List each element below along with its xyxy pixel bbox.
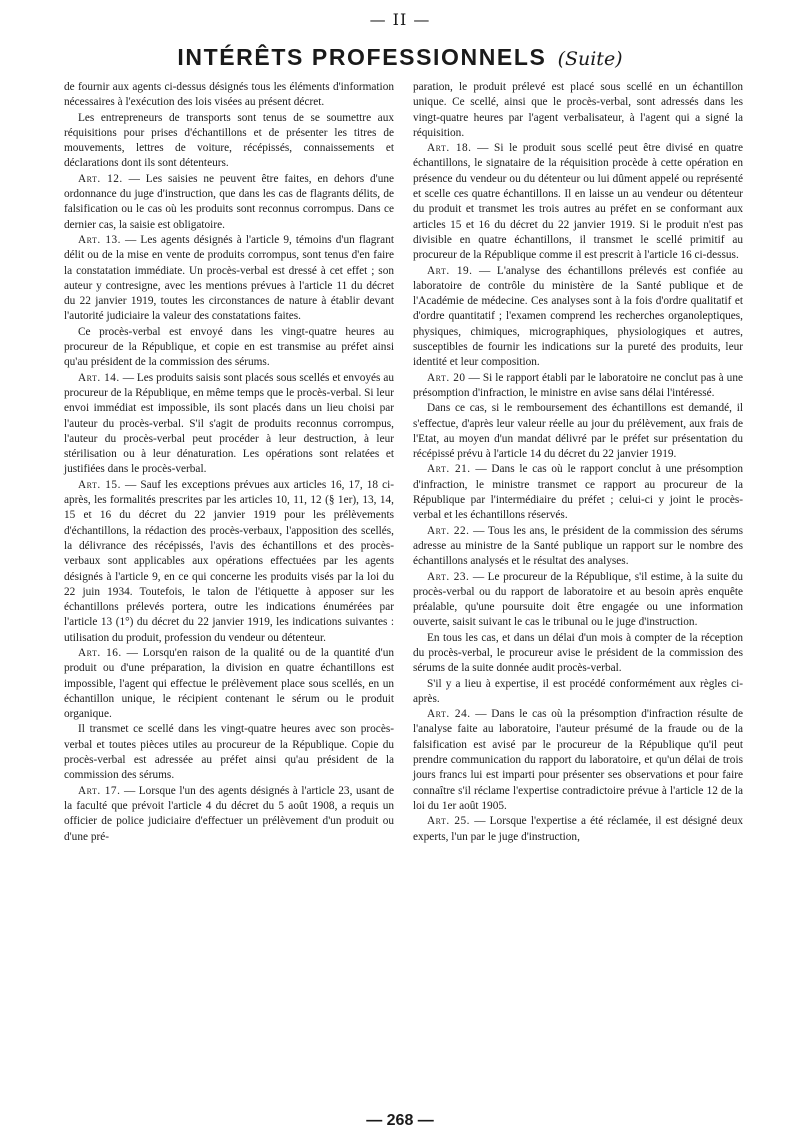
paragraph [413, 462, 743, 523]
paragraph-text: — Les produits saisis sont placés sous scellés et envoyés au procureur de la République, en même temps que le procès-verbal. Si leur envoi immédiat est impossible, ils sont placés dans un lieu choisi par l'auteur du procès-verbal. S'il s'agit de produits reconnus corrompus, l'auteur du procès-verbal peut procéder à leur destruction, à leur stérilisation ou à leur dénaturation. Les opérations sont relatées et justifiées dans le procès-verbal. [64, 371, 395, 476]
paragraph [413, 631, 743, 677]
paragraph-text: — Si le produit sous scellé peut être divisé en quatre échantillons, le signataire de la réquisition procède à cette opération en présence du vendeur ou du détenteur ou lui dûment appelé ou représenté et scelle ces quatre échantillons. Il en laisse un au vendeur ou détenteur du produit et transmet les trois autres au préfet en se conformant aux articles 15 et 16 du décret du 22 janvier 1919. Si le produit n'est pas divisible en quatre échantillons, il transmet le scellé primitif au procureur de la République comme il est prescrit à l'article 16 ci-dessus. [413, 142, 744, 262]
paragraph [64, 111, 394, 172]
paragraph-text: Les entrepreneurs de transports sont tenus de se soumettre aux réquisitions pour prises d'échantillons et de présenter les titres de mouvements, lettres de voiture, récépissés, connaissements et déclarations dont ils sont détenteurs. [64, 111, 394, 170]
paragraph-text: — Les saisies ne peuvent être faites, en dehors d'une ordonnance du juge d'instruction, que dans les cas de flagrants délits, de falsification ou le cas où les produits sont reconnus corrompus. Dans ce dernier cas, la saisie est obligatoire. [64, 172, 395, 231]
paragraph [64, 325, 394, 371]
paragraph-text: — Les agents désignés à l'article 9, témoins d'un flagrant délit ou de la mise en vente de produits corrompus, sont tenus d'en faire la constatation immédiate. Un procès-verbal est dressé à cet effet ; son auteur y contresigne, avec les mentions prévues à l'article 11 du décret du 22 janvier 1919, toutes les circonstances de nature à établir devant l'autorité judiciaire la valeur des constatations faites. [64, 233, 394, 323]
section-marker: — II — [369, 10, 431, 29]
paragraph-text: — Tous les ans, le président de la commission des sérums adresse au ministre de la Santé publique un rapport sur le nombre des échantillons analysés et le résultat des analyses. [413, 524, 744, 568]
paragraph [413, 141, 743, 263]
article-number: Art. 16. [78, 646, 122, 659]
paragraph [413, 371, 743, 402]
article-number: Art. 21. [427, 463, 471, 476]
paragraph [413, 264, 743, 371]
paragraph [64, 646, 394, 722]
paragraph-text: — Si le rapport établi par le laboratoire ne conclut pas à une présomption d'infraction, le ministre en avise sans délai l'intéressé. [413, 371, 743, 399]
paragraph-text: — Dans le cas où la présomption d'infraction résulte de l'analyse faite au laboratoire, l'auteur présumé de la fraude ou de la falsification est avisé par le procureur de la République qu'il peut prendre communication du rapport du laboratoire, et qu'un délai de trois jours francs lui est imparti pour présenter ses observations et pour faire connaître s'il réclame l'expertise contradictoire prévue à l'article 12 de la loi du 1er août 1905. [413, 708, 744, 812]
paragraph-text: Il transmet ce scellé dans les vingt-quatre heures avec son procès-verbal et toutes pièces utiles au procureur de la République. Copie du procès-verbal est adressée au préfet ainsi qu'au président de la commission des sérums. [64, 723, 394, 782]
paragraph [413, 80, 743, 141]
paragraph [413, 570, 743, 631]
paragraph-text: — Le procureur de la République, s'il estime, à la suite du procès-verbal ou du rapport de laboratoire et au besoin après enquête préalable, qu'une poursuite doit être engagée ou une information ouverte, saisit suivant le cas le tribunal ou le juge d'instruction. [413, 570, 744, 629]
paragraph [64, 80, 394, 111]
paragraph-text: Ce procès-verbal est envoyé dans les vingt-quatre heures au procureur de la République, et copie en est transmise au préfet ainsi qu'au président de la commission des sérums. [64, 325, 394, 369]
article-number: Art. 17. [78, 784, 121, 797]
paragraph-text: de fournir aux agents ci-dessus désignés tous les éléments d'information nécessaires à l'exécution des lois visées au présent décret. [64, 81, 394, 109]
article-number: Art. 25. [427, 815, 471, 828]
article-number: Art. 18. [427, 142, 472, 155]
paragraph-text: — Sauf les exceptions prévues aux articles 16, 17, 18 ci-après, les formalités prescrites par les articles 10, 11, 12 (§ 1er), 13, 14, 15 et 16 du décret du 22 janvier 1919 pour les prélèvements d'échantillons, la rédaction des procès-verbaux, l'apposition des scellés, la délivrance des récépissés, l'avis des échantillons et des procès-verbaux sont applicables aux opérations effectuées par les agents désignés à l'article 9, en ce qui concerne les produits visés par la loi du 22 juin 1934. Toutefois, le talon de l'étiquette à apposer sur les échantillons prélevés portera, outre les indications énumérées par l'article 13 (1°) du décret du 22 janvier 1919, les indications suivantes : utilisation du produit, profession du vendeur ou détenteur. [64, 478, 395, 644]
paragraph-text: — Lorsque l'un des agents désignés à l'article 23, usant de la faculté que prévoit l'article 4 du décret du 5 août 1908, a requis un officier de police judiciaire d'effectuer un prélèvement d'un produit ou d'une pré- [64, 784, 395, 843]
article-number: Art. 20 [427, 371, 466, 384]
page-title: INTÉRÊTS PROFESSIONNELS [177, 44, 547, 70]
paragraph [64, 172, 394, 233]
article-number: Art. 13. [78, 233, 121, 246]
left-column [64, 80, 394, 845]
right-column [413, 80, 743, 845]
paragraph-text: — Dans le cas où le rapport conclut à une présomption d'infraction, le ministre transmet ce rapport au procureur de la République par l'intermédiaire du préfet ; celui-ci y joint le procès-verbal et les échantillons réservés. [413, 463, 743, 522]
paragraph [413, 401, 743, 462]
paragraph [413, 707, 743, 814]
article-number: Art. 24. [427, 708, 471, 721]
paragraph-text: paration, le produit prélevé est placé sous scellé en un échantillon unique. Ce scellé, ainsi que le procès-verbal, sont adressés dans les vingt-quatre heures par l'agent verbalisateur, à l'agent qui a signé la réquisition. [413, 81, 743, 139]
paragraph-text: — Lorsque l'expertise a été réclamée, il est désigné deux experts, l'un par le juge d'instruction, [413, 815, 743, 843]
paragraph [64, 233, 394, 325]
paragraph-text: Dans ce cas, si le remboursement des échantillons est demandé, il s'effectue, d'après leur valeur réelle au jour du prélèvement, aux frais de l'Etat, au moyen d'un mandat délivré par le préfet sur présentation du récépissé prévu à l'article 14 du décret du 22 janvier 1919. [413, 402, 743, 461]
paragraph [64, 478, 394, 646]
paragraph [413, 677, 743, 708]
paragraph [413, 524, 743, 570]
paragraph [64, 784, 394, 845]
page-number: — 268 — [366, 1112, 434, 1129]
paragraph [64, 371, 394, 478]
article-number: Art. 12. [78, 172, 123, 185]
page-header [0, 44, 800, 71]
paragraph-text: S'il y a lieu à expertise, il est procédé conformément aux règles ci-après. [413, 677, 743, 705]
paragraph-text: — L'analyse des échantillons prélevés est confiée au laboratoire de contrôle du ministère de la Santé publique et de l'Académie de médecine. Ces analyses sont à la fois d'ordre qualitatif et d'ordre quantitatif ; l'examen comprend les recherches organoleptiques, physiques, chimiques, micrographiques, physiologiques et autres, susceptibles de fournir les indications sur la pureté des produits, leur identité et leur composition. [413, 264, 743, 369]
paragraph [64, 722, 394, 783]
article-number: Art. 22. [427, 524, 470, 537]
paragraph [413, 814, 743, 845]
article-number: Art. 19. [427, 264, 473, 277]
article-number: Art. 14. [78, 371, 120, 384]
article-number: Art. 23. [427, 570, 470, 583]
article-number: Art. 15. [78, 478, 121, 491]
page-title-suite: (Suite) [557, 48, 623, 70]
paragraph-text: — Lorsqu'en raison de la qualité ou de la quantité d'un produit ou d'une préparation, la division en quatre échantillons est impossible, l'agent qui effectue le prélèvement place sous scellés, en un échantillon unique, le récipient contenant le sérum ou le produit organique. [64, 646, 395, 721]
paragraph-text: En tous les cas, et dans un délai d'un mois à compter de la réception du procès-verbal, le procureur avise le président de la commission des sérums de la suite donnée audit procès-verbal. [413, 631, 743, 675]
